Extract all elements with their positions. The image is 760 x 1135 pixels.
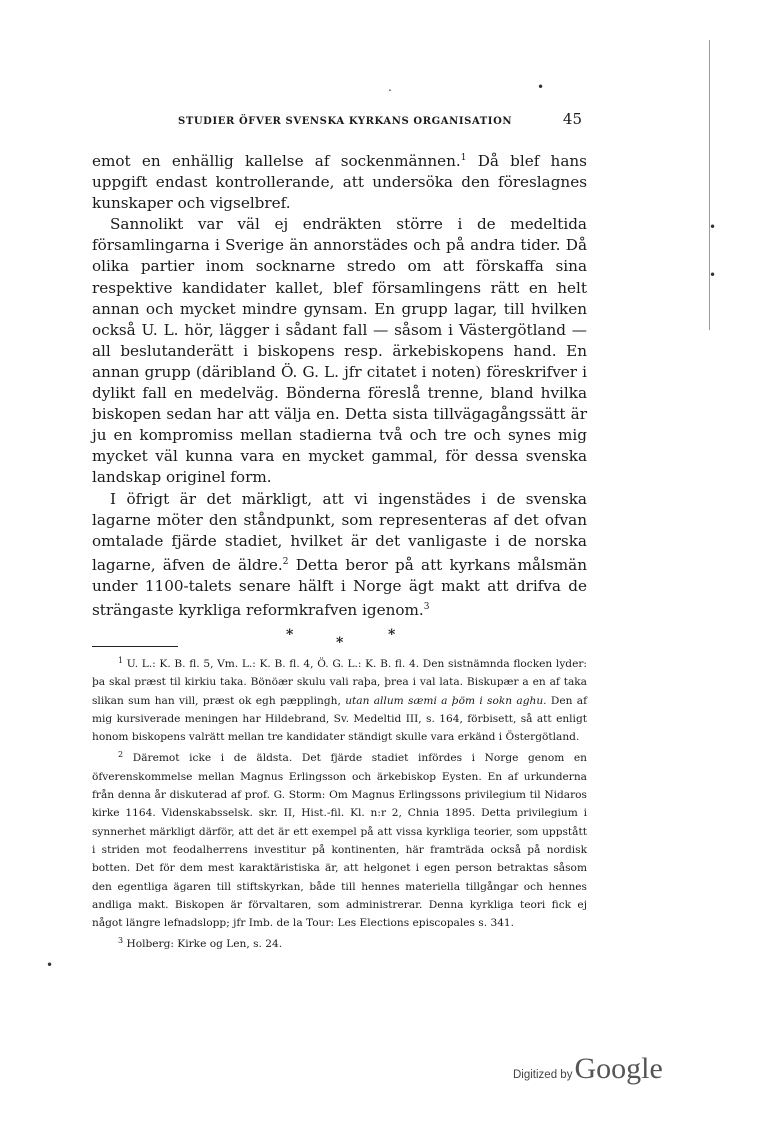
asterism-star: *	[286, 627, 294, 643]
page-edge-rule	[709, 40, 710, 330]
page-header	[178, 110, 582, 128]
footnote-ref[interactable]: 3	[423, 601, 430, 612]
footnote: $^2$ Däremot icke i de äldsta. Det fjärde stadiet infördes i Norge genom en öfverenskommelse mellan Magnus Erlingsson och ärkebiskop Eysten. En af urkunderna från denna år diskuterad af prof. G. Storm: Om Magnus Erlingssons privilegium til Nidaros kirke 1164. Videnskabsselsk. skr. II, Hist.-fil. Kl. n:r 2, Chnia 1895. Detta privilegium i synnerhet märkligt därför, att det är ett exempel på att vissa kyrkliga teorier, som uppstått i striden mot feodalherrens investitur på kontinenten, här framträda också på nordisk botten. Det för dem mest karaktäristiska är, att helgonet i egen person betraktas såsom den egentliga ägaren till stiftskyrkan, både till hennes materiella tillgångar och hennes andliga makt. Biskopen är förvaltaren, som administrerar. Denna kyrkliga teori fick ej något längre lefnadslopp; jfr Imb. de la Tour: Les Elections episcopales s. 341.	[92, 750, 587, 930]
digitized-by-google-watermark	[513, 1052, 663, 1086]
page-number: 45	[562, 110, 582, 128]
running-head: STUDIER ÖFVER SVENSKA KYRKANS ORGANISATION	[178, 116, 513, 127]
footnote-marker: 1	[118, 656, 124, 665]
footnotes	[92, 652, 587, 954]
paragraph: emot en enhällig kallelse af sockenmännen.$^1$ Då blef hans uppgift endast kontrollerande, att undersöka den föreslagnes kunskaper och vigselbref.	[92, 152, 587, 213]
google-logo: Google	[574, 1052, 663, 1085]
asterism-star: *	[336, 635, 344, 651]
scan-speck: •	[46, 958, 54, 972]
scan-speck: •	[537, 80, 545, 94]
body-text	[92, 148, 587, 621]
footnote-marker: 2	[118, 750, 124, 760]
footnote: $^3$ Holberg: Kirke og Len, s. 24.	[118, 936, 283, 951]
scan-speck: •	[709, 220, 717, 234]
footnote: $^1$ U. L.: K. B. fl. 5, Vm. L.: K. B. fl. 4, Ö. G. L.: K. B. fl. 4. Den sistnämnda flocken lyder: þa skal præst til kirkiu taka. Bönöær skulu vali raþa, þrea i val lata. Biskupær a en af taka slikan sum han vill, præst ok egh pæpplingh, utan allum sæmi a þöm i sokn aghu. Den af mig kursiverade meningen har Hildebrand, Sv. Medeltid III, s. 164, förbisett, så att enligt honom biskopens valrätt mellan tre kandidater ständigt skulle vara erkänd i Östergötland.	[92, 656, 587, 744]
digitized-label: Digitized by	[513, 1069, 573, 1081]
scan-speck: .	[388, 80, 392, 94]
footnote-ref[interactable]: 1	[460, 153, 467, 163]
footnote-marker: 3	[118, 936, 124, 946]
footnote-ref[interactable]: 2	[282, 556, 289, 567]
scan-speck: •	[709, 268, 717, 282]
paragraph: Sannolikt var väl ej endräkten större i de medeltida församlingarna i Sverige än annorstädes och på andra tider. Då olika partier inom socknarne stredo om att förskaffa sina respektive kandidater kallet, blef församlingens rätt en helt annan och mycket mindre gynsam. En grupp lagar, till hvilken också U. L. hör, lägger i sådant fall — såsom i Västergötland — all beslutanderätt i biskopens resp. ärkebiskopens hand. En annan grupp (däribland Ö. G. L. jfr citatet i noten) föreskrifver i dylikt fall en medelväg. Bönderna föreslå trenne, bland hvilka biskopen sedan har att välja en. Detta sista tillvägagångssätt är ju en kompromiss mellan stadierna två och tre och synes mig mycket väl kunna vara en mycket gammal, för dessa svenska landskap originel form.	[92, 215, 587, 487]
footnote-separator	[92, 646, 178, 647]
paragraph: I öfrigt är det märkligt, att vi ingenstädes i de svenska lagarne möter den ståndpunkt, som representeras af det ofvan omtalade fjärde stadiet, hvilket är det vanligaste i de norska lagarne, äfven de äldre.$^2$ Detta beror på att kyrkans målsmän under 1100-talets senare hälft i Norge ägt makt att drifva de strängaste kyrkliga reformkrafven igenom.$^3$	[92, 489, 587, 619]
asterism-star: *	[388, 627, 396, 643]
